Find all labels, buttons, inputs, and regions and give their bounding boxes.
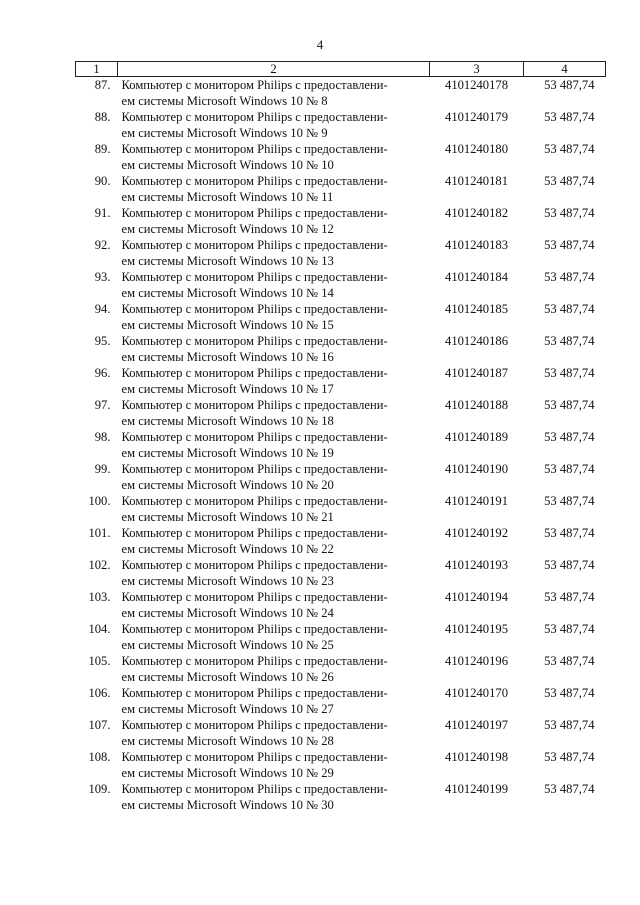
item-name [118, 589, 430, 621]
table-row [76, 429, 606, 461]
inventory-number: 4101240179 [445, 110, 508, 124]
item-name [118, 205, 430, 237]
item-price: 53 487,74 [544, 782, 595, 796]
inventory-table [75, 61, 606, 813]
inventory-number: 4101240195 [445, 622, 508, 636]
table-row [76, 205, 606, 237]
item-price: 53 487,74 [544, 686, 595, 700]
item-name-line-1: Компьютер с монитором Philips с предоставлени- [121, 430, 388, 444]
table-row [76, 717, 606, 749]
inventory-number: 4101240182 [445, 206, 508, 220]
item-price: 53 487,74 [544, 142, 595, 156]
item-name-line-1: Компьютер с монитором Philips с предоставлени- [121, 174, 388, 188]
row-number: 108. [88, 750, 111, 764]
inventory-number: 4101240185 [445, 302, 508, 316]
inventory-number: 4101240194 [445, 590, 508, 604]
item-name-line-2: ем системы Microsoft Windows 10 № 22 [121, 542, 334, 556]
item-name-line-1: Компьютер с монитором Philips с предоставлени- [121, 334, 388, 348]
item-name [118, 781, 430, 813]
item-price: 53 487,74 [544, 174, 595, 188]
item-name-line-1: Компьютер с монитором Philips с предоставлени- [121, 750, 388, 764]
item-name [118, 109, 430, 141]
row-number: 90. [94, 174, 111, 188]
row-number: 99. [94, 462, 111, 476]
item-name-line-1: Компьютер с монитором Philips с предоставлени- [121, 78, 388, 92]
item-name-line-2: ем системы Microsoft Windows 10 № 29 [121, 766, 334, 780]
item-name-line-2: ем системы Microsoft Windows 10 № 30 [121, 798, 334, 812]
item-name [118, 493, 430, 525]
inventory-number: 4101240191 [445, 494, 508, 508]
inventory-number: 4101240184 [445, 270, 508, 284]
item-price: 53 487,74 [544, 718, 595, 732]
inventory-number: 4101240197 [445, 718, 508, 732]
item-name [118, 685, 430, 717]
item-name [118, 749, 430, 781]
column-header-3: 3 [430, 62, 524, 77]
item-name [118, 365, 430, 397]
table-row [76, 653, 606, 685]
item-name-line-1: Компьютер с монитором Philips с предоставлени- [121, 366, 388, 380]
item-price: 53 487,74 [544, 654, 595, 668]
item-price: 53 487,74 [544, 750, 595, 764]
column-header-2: 2 [118, 62, 430, 77]
item-name-line-2: ем системы Microsoft Windows 10 № 18 [121, 414, 334, 428]
item-name [118, 717, 430, 749]
item-name [118, 397, 430, 429]
table-row [76, 781, 606, 813]
table-row [76, 461, 606, 493]
row-number: 93. [94, 270, 111, 284]
row-number: 98. [94, 430, 111, 444]
item-name-line-2: ем системы Microsoft Windows 10 № 17 [121, 382, 334, 396]
header-row [76, 62, 606, 77]
item-name-line-2: ем системы Microsoft Windows 10 № 9 [121, 126, 328, 140]
item-price: 53 487,74 [544, 366, 595, 380]
table-row [76, 621, 606, 653]
table-row [76, 749, 606, 781]
item-name-line-2: ем системы Microsoft Windows 10 № 16 [121, 350, 334, 364]
item-name [118, 429, 430, 461]
item-name [118, 621, 430, 653]
item-price: 53 487,74 [544, 462, 595, 476]
item-price: 53 487,74 [544, 494, 595, 508]
row-number: 109. [88, 782, 111, 796]
item-price: 53 487,74 [544, 558, 595, 572]
table-row [76, 589, 606, 621]
item-name [118, 525, 430, 557]
item-name-line-2: ем системы Microsoft Windows 10 № 11 [121, 190, 334, 204]
item-name-line-2: ем системы Microsoft Windows 10 № 10 [121, 158, 334, 172]
item-name [118, 141, 430, 173]
item-name-line-1: Компьютер с монитором Philips с предоставлени- [121, 494, 388, 508]
item-name-line-2: ем системы Microsoft Windows 10 № 19 [121, 446, 334, 460]
inventory-number: 4101240178 [445, 78, 508, 92]
item-name-line-2: ем системы Microsoft Windows 10 № 14 [121, 286, 334, 300]
column-header-1: 1 [76, 62, 118, 77]
item-name [118, 653, 430, 685]
row-number: 89. [94, 142, 111, 156]
item-name-line-1: Компьютер с монитором Philips с предоставлени- [121, 686, 388, 700]
item-price: 53 487,74 [544, 110, 595, 124]
item-price: 53 487,74 [544, 590, 595, 604]
row-number: 87. [94, 78, 111, 92]
item-name-line-2: ем системы Microsoft Windows 10 № 8 [121, 94, 328, 108]
column-header-4: 4 [524, 62, 606, 77]
item-name-line-2: ем системы Microsoft Windows 10 № 26 [121, 670, 334, 684]
row-number: 91. [94, 206, 111, 220]
table-row [76, 141, 606, 173]
inventory-number: 4101240193 [445, 558, 508, 572]
table-row [76, 237, 606, 269]
page-number: 4 [316, 37, 324, 52]
item-price: 53 487,74 [544, 78, 595, 92]
item-name-line-2: ем системы Microsoft Windows 10 № 13 [121, 254, 334, 268]
item-name-line-1: Компьютер с монитором Philips с предоставлени- [121, 622, 388, 636]
inventory-number: 4101240183 [445, 238, 508, 252]
inventory-number: 4101240188 [445, 398, 508, 412]
table-row [76, 333, 606, 365]
row-number: 101. [88, 526, 111, 540]
item-name-line-1: Компьютер с монитором Philips с предоставлени- [121, 718, 388, 732]
row-number: 96. [94, 366, 111, 380]
item-name-line-2: ем системы Microsoft Windows 10 № 23 [121, 574, 334, 588]
inventory-number: 4101240198 [445, 750, 508, 764]
item-name-line-1: Компьютер с монитором Philips с предоставлени- [121, 590, 388, 604]
row-number: 106. [88, 686, 111, 700]
item-name-line-1: Компьютер с монитором Philips с предоставлени- [121, 558, 388, 572]
item-name [118, 333, 430, 365]
item-name-line-1: Компьютер с монитором Philips с предоставлени- [121, 782, 388, 796]
table-row [76, 525, 606, 557]
table-row [76, 173, 606, 205]
table-row [76, 557, 606, 589]
item-price: 53 487,74 [544, 526, 595, 540]
item-name [118, 301, 430, 333]
item-price: 53 487,74 [544, 238, 595, 252]
table-row [76, 269, 606, 301]
item-name-line-2: ем системы Microsoft Windows 10 № 12 [121, 222, 334, 236]
row-number: 104. [88, 622, 111, 636]
item-name-line-2: ем системы Microsoft Windows 10 № 28 [121, 734, 334, 748]
item-name-line-1: Компьютер с монитором Philips с предоставлени- [121, 238, 388, 252]
item-name-line-1: Компьютер с монитором Philips с предоставлени- [121, 398, 388, 412]
item-name-line-2: ем системы Microsoft Windows 10 № 24 [121, 606, 334, 620]
item-name-line-1: Компьютер с монитором Philips с предоставлени- [121, 462, 388, 476]
table-row [76, 77, 606, 110]
row-number: 107. [88, 718, 111, 732]
table-header [76, 62, 606, 77]
row-number: 92. [94, 238, 111, 252]
item-name [118, 77, 430, 110]
row-number: 88. [94, 110, 111, 124]
row-number: 95. [94, 334, 111, 348]
item-name-line-2: ем системы Microsoft Windows 10 № 20 [121, 478, 334, 492]
row-number: 105. [88, 654, 111, 668]
item-price: 53 487,74 [544, 206, 595, 220]
item-name-line-2: ем системы Microsoft Windows 10 № 25 [121, 638, 334, 652]
item-name [118, 269, 430, 301]
row-number: 102. [88, 558, 111, 572]
item-name-line-1: Компьютер с монитором Philips с предоставлени- [121, 526, 388, 540]
row-number: 94. [94, 302, 111, 316]
item-name-line-1: Компьютер с монитором Philips с предоставлени- [121, 654, 388, 668]
inventory-number: 4101240180 [445, 142, 508, 156]
table-row [76, 397, 606, 429]
item-name [118, 557, 430, 589]
item-price: 53 487,74 [544, 334, 595, 348]
item-name-line-1: Компьютер с монитором Philips с предоставлени- [121, 270, 388, 284]
item-price: 53 487,74 [544, 302, 595, 316]
table-row [76, 301, 606, 333]
item-name-line-1: Компьютер с монитором Philips с предоставлени- [121, 302, 388, 316]
item-price: 53 487,74 [544, 398, 595, 412]
item-name-line-2: ем системы Microsoft Windows 10 № 15 [121, 318, 334, 332]
item-name-line-1: Компьютер с монитором Philips с предоставлени- [121, 206, 388, 220]
inventory-number: 4101240190 [445, 462, 508, 476]
table-row [76, 365, 606, 397]
item-name [118, 461, 430, 493]
inventory-number: 4101240187 [445, 366, 508, 380]
table-body [76, 77, 606, 814]
item-price: 53 487,74 [544, 270, 595, 284]
table-row [76, 109, 606, 141]
inventory-number: 4101240170 [445, 686, 508, 700]
inventory-number: 4101240199 [445, 782, 508, 796]
item-name-line-2: ем системы Microsoft Windows 10 № 27 [121, 702, 334, 716]
table-row [76, 685, 606, 717]
item-name [118, 237, 430, 269]
inventory-number: 4101240192 [445, 526, 508, 540]
item-price: 53 487,74 [544, 430, 595, 444]
inventory-number: 4101240186 [445, 334, 508, 348]
item-name-line-1: Компьютер с монитором Philips с предоставлени- [121, 142, 388, 156]
item-price: 53 487,74 [544, 622, 595, 636]
inventory-number: 4101240181 [445, 174, 508, 188]
item-name [118, 173, 430, 205]
table-row [76, 493, 606, 525]
inventory-number: 4101240189 [445, 430, 508, 444]
item-name-line-1: Компьютер с монитором Philips с предоставлени- [121, 110, 388, 124]
row-number: 103. [88, 590, 111, 604]
inventory-number: 4101240196 [445, 654, 508, 668]
row-number: 97. [94, 398, 111, 412]
row-number: 100. [88, 494, 111, 508]
item-name-line-2: ем системы Microsoft Windows 10 № 21 [121, 510, 334, 524]
